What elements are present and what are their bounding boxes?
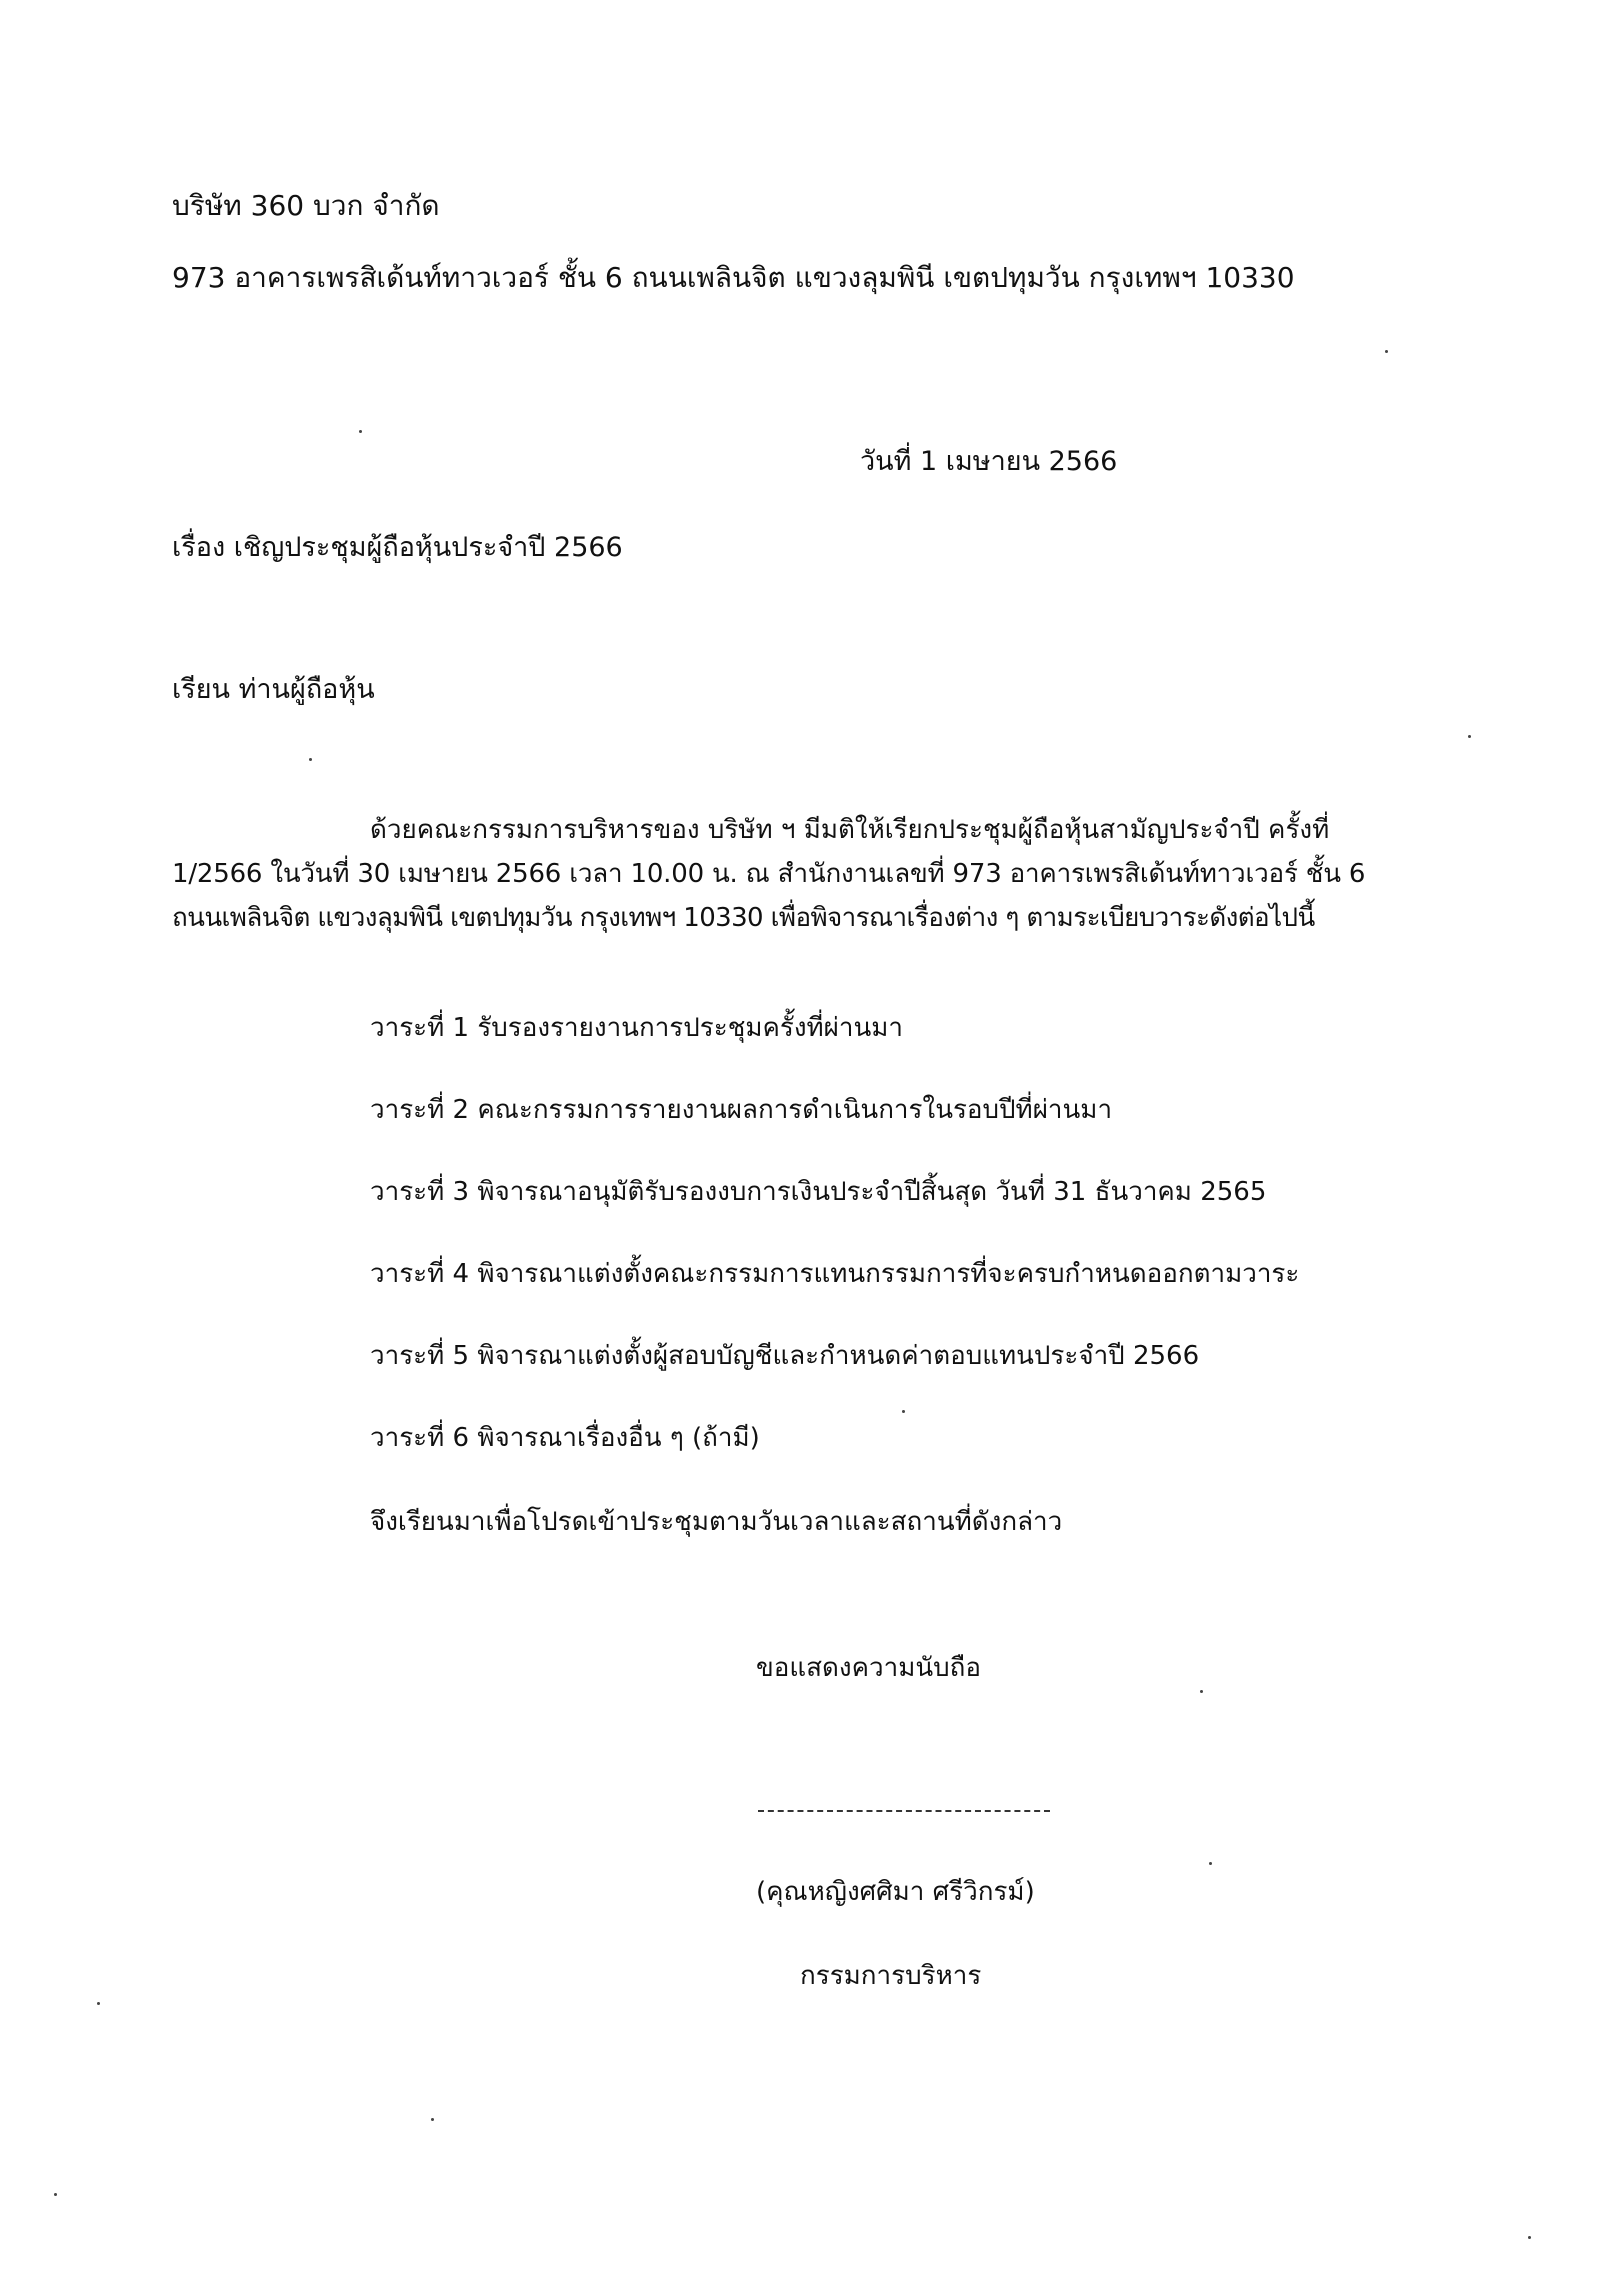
body-line: 1/2566 ในวันที่ 30 เมษายน 2566 เวลา 10.00 น. ณ สำนักงานเลขที่ 973 อาคารเพรสิเด้นท์ทาวเวอร์ ชั้น 6 [172,859,1366,889]
scan-speck [1468,735,1471,738]
scan-speck [431,2118,434,2121]
signer-title: กรรมการบริหาร [800,1961,982,1991]
body-line: ด้วยคณะกรรมการบริหารของ บริษัท ฯ มีมติให้เรียกประชุมผู้ถือหุ้นสามัญประจำปี ครั้งที่ [370,815,1330,845]
agenda-item: วาระที่ 6 พิจารณาเรื่องอื่น ๆ (ถ้ามี) [370,1423,760,1453]
letter-salutation: เรียน ท่านผู้ถือหุ้น [172,674,375,705]
scan-speck [1528,2236,1531,2239]
signer-name: (คุณหญิงศศิมา ศรีวิกรม์) [756,1877,1035,1907]
company-name: บริษัท 360 บวก จำกัด [172,189,440,222]
agenda-item: วาระที่ 5 พิจารณาแต่งตั้งผู้สอบบัญชีและกำหนดค่าตอบแทนประจำปี 2566 [370,1341,1200,1371]
scan-speck [309,758,312,761]
agenda-item: วาระที่ 1 รับรองรายงานการประชุมครั้งที่ผ่านมา [370,1013,904,1043]
agenda-list [370,1010,1299,1502]
letter-subject: เรื่อง เชิญประชุมผู้ถือหุ้นประจำปี 2566 [172,532,623,563]
signature-line [758,1810,1050,1812]
company-address: 973 อาคารเพรสิเด้นท์ทาวเวอร์ ชั้น 6 ถนนเพลินจิต แขวงลุมพินี เขตปทุมวัน กรุงเทพฯ 10330 [172,261,1295,294]
letter-date: วันที่ 1 เมษายน 2566 [860,446,1118,477]
letter-regards: ขอแสดงความนับถือ [756,1653,981,1683]
scan-speck [1200,1690,1203,1693]
letter-body [172,808,1440,940]
agenda-item: วาระที่ 4 พิจารณาแต่งตั้งคณะกรรมการแทนกรรมการที่จะครบกำหนดออกตามวาระ [370,1259,1300,1289]
scan-speck [54,2193,57,2196]
agenda-item: วาระที่ 3 พิจารณาอนุมัติรับรองงบการเงินประจำปีสิ้นสุด วันที่ 31 ธันวาคม 2565 [370,1177,1267,1207]
scan-speck [97,2002,100,2005]
scan-speck [359,430,362,433]
scan-speck [1385,350,1388,353]
letter-closing: จึงเรียนมาเพื่อโปรดเข้าประชุมตามวันเวลาและสถานที่ดังกล่าว [370,1507,1063,1537]
agenda-item: วาระที่ 2 คณะกรรมการรายงานผลการดำเนินการในรอบปีที่ผ่านมา [370,1095,1113,1125]
body-line: ถนนเพลินจิต แขวงลุมพินี เขตปทุมวัน กรุงเทพฯ 10330 เพื่อพิจารณาเรื่องต่าง ๆ ตามระเบียบวาระดังต่อไปนี้ [172,903,1315,933]
scan-speck [902,1410,905,1413]
scan-speck [1209,1862,1212,1865]
